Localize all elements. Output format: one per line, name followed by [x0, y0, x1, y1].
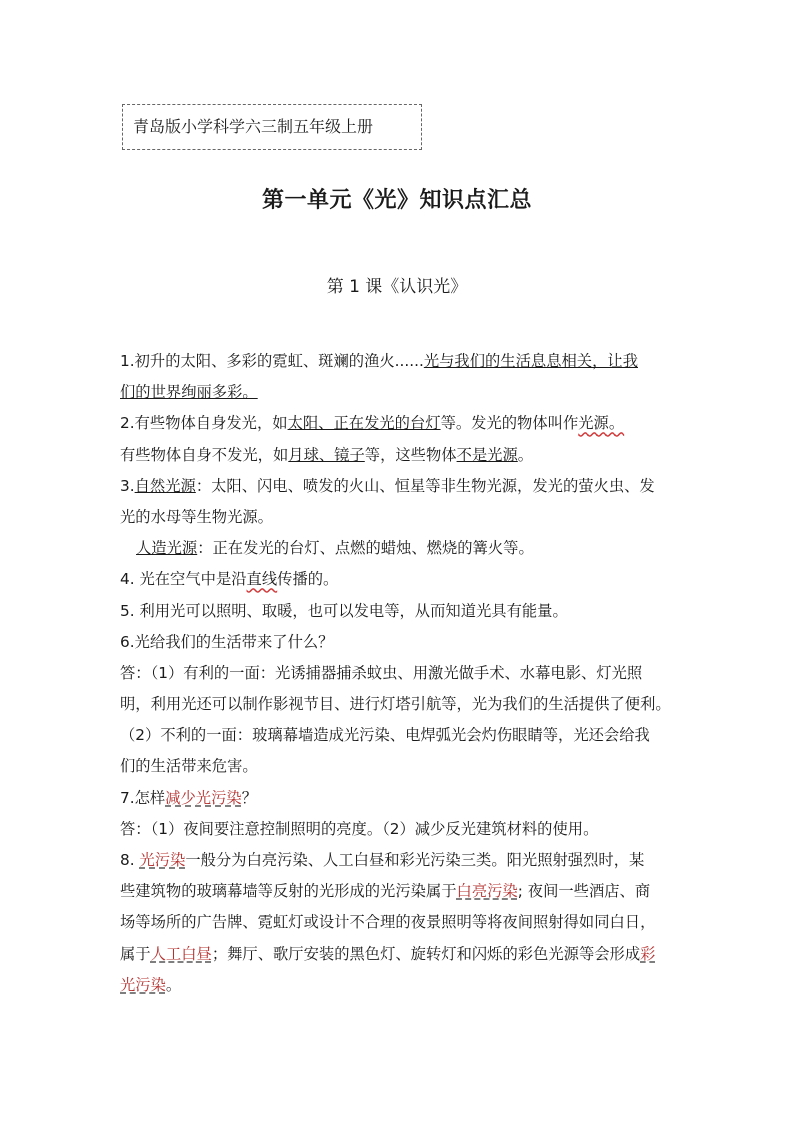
- key-term-artificial-light: 人造光源: [136, 539, 198, 558]
- point-4: [120, 564, 680, 595]
- page-title: 第一单元《光》知识点汇总: [261, 188, 532, 213]
- key-term-natural-light: 自然光源: [134, 476, 196, 495]
- point-3-line-1: [120, 471, 680, 502]
- key-term-light-pollution: 光污染: [139, 851, 186, 869]
- text: 2.有些物体自身发光，如: [120, 414, 288, 433]
- text: ；舞厅、歌厅安装的黑色灯、旋转灯和闪烁的彩色光源等会形成: [211, 944, 641, 963]
- text: ; 夜间一些酒店、商: [517, 882, 651, 901]
- point-6-answer-line-2: 明，利用光还可以制作影视节目、进行灯塔引航等，光为我们的生活提供了便利。: [120, 695, 671, 714]
- text: 等。发光的物体叫作: [440, 414, 579, 433]
- text: 属于: [120, 944, 151, 963]
- text: ？: [241, 788, 258, 807]
- underlined-text: 不是光源: [456, 445, 518, 464]
- text: 。: [517, 445, 534, 464]
- key-term-reduce-pollution: 减少光污染: [165, 788, 242, 807]
- point-5: 5. 利用光可以照明、取暖，也可以发电等，从而知道光具有能量。: [120, 601, 568, 620]
- text: 些建筑物的玻璃幕墙等反射的光形成的光污染属于: [120, 882, 457, 901]
- point-8-line-5: [120, 970, 680, 1001]
- text: 4. 光在空气中是沿: [120, 570, 247, 589]
- key-term-color-pollution-end: 光污染: [120, 975, 166, 994]
- point-1-line-2: [120, 377, 680, 408]
- underlined-text: 太阳、正在发光的台灯: [287, 414, 441, 433]
- point-7-answer: 答：（1）夜间要注意控制照明的亮度。（2）减少反光建筑材料的使用。: [120, 819, 599, 838]
- key-term-color-pollution-start: 彩: [640, 944, 656, 963]
- point-7-question: [120, 783, 680, 814]
- point-1-line-1: [120, 346, 680, 377]
- underlined-text: 们的世界绚丽多彩。: [120, 383, 258, 402]
- key-term-white-pollution: 白亮污染: [456, 882, 518, 901]
- text: 光的水母等生物光源。: [120, 507, 273, 526]
- text: 传播的。: [277, 570, 339, 589]
- text: 3.: [120, 476, 135, 495]
- point-8-line-2: [120, 876, 680, 907]
- text: 1.初升的太阳、多彩的霓虹、斑斓的渔火......: [120, 352, 424, 370]
- text: 8.: [120, 851, 140, 869]
- content-body: [120, 346, 680, 1001]
- key-term-light-source: 光源。: [578, 414, 625, 433]
- point-2-line-1: [120, 408, 680, 439]
- text: 7.怎样: [120, 788, 166, 807]
- point-3-line-3: [120, 533, 680, 564]
- point-8-line-3: 场等场所的广告牌、霓虹灯或设计不合理的夜景照明等将夜间照射得如同白日，: [120, 913, 656, 932]
- header-label-box: 青岛版小学科学六三制五年级上册: [122, 104, 422, 150]
- point-8-line-4: [120, 939, 680, 970]
- key-term-artificial-daylight: 人工白昼: [150, 944, 212, 963]
- underlined-text: 月球、镜子: [288, 445, 365, 464]
- point-6-answer-line-3: （2）不利的一面：玻璃幕墙造成光污染、电焊弧光会灼伤眼睛等，光还会给我: [120, 726, 650, 745]
- text: 有些物体自身不发光，如: [120, 445, 289, 464]
- point-6-answer-line-1: 答：（1）有利的一面：光诱捕器捕杀蚊虫、用激光做手术、水幕电影、灯光照: [120, 663, 643, 682]
- text: ：正在发光的台灯、点燃的蜡烛、燃烧的篝火等。: [197, 539, 534, 558]
- text: ：太阳、闪电、喷发的火山、恒星等非生物光源，发光的萤火虫、发: [195, 476, 655, 495]
- key-term-straight-line: 直线: [246, 570, 278, 589]
- underlined-text: 光与我们的生活息息相关，让我: [423, 352, 638, 370]
- lesson-title: 第 1 课《认识光》: [326, 277, 468, 297]
- point-3-line-2: [120, 502, 680, 533]
- text: 。: [165, 975, 182, 994]
- point-2-line-2: [120, 440, 680, 471]
- point-8-line-1: [120, 845, 680, 876]
- text: 一般分为白亮污染、人工白昼和彩光污染三类。阳光照射强烈时，某: [185, 851, 645, 869]
- text: 等，这些物体: [364, 445, 457, 464]
- point-6-question: 6.光给我们的生活带来了什么？: [120, 632, 334, 651]
- point-6-answer-line-4: 们的生活带来危害。: [120, 757, 258, 776]
